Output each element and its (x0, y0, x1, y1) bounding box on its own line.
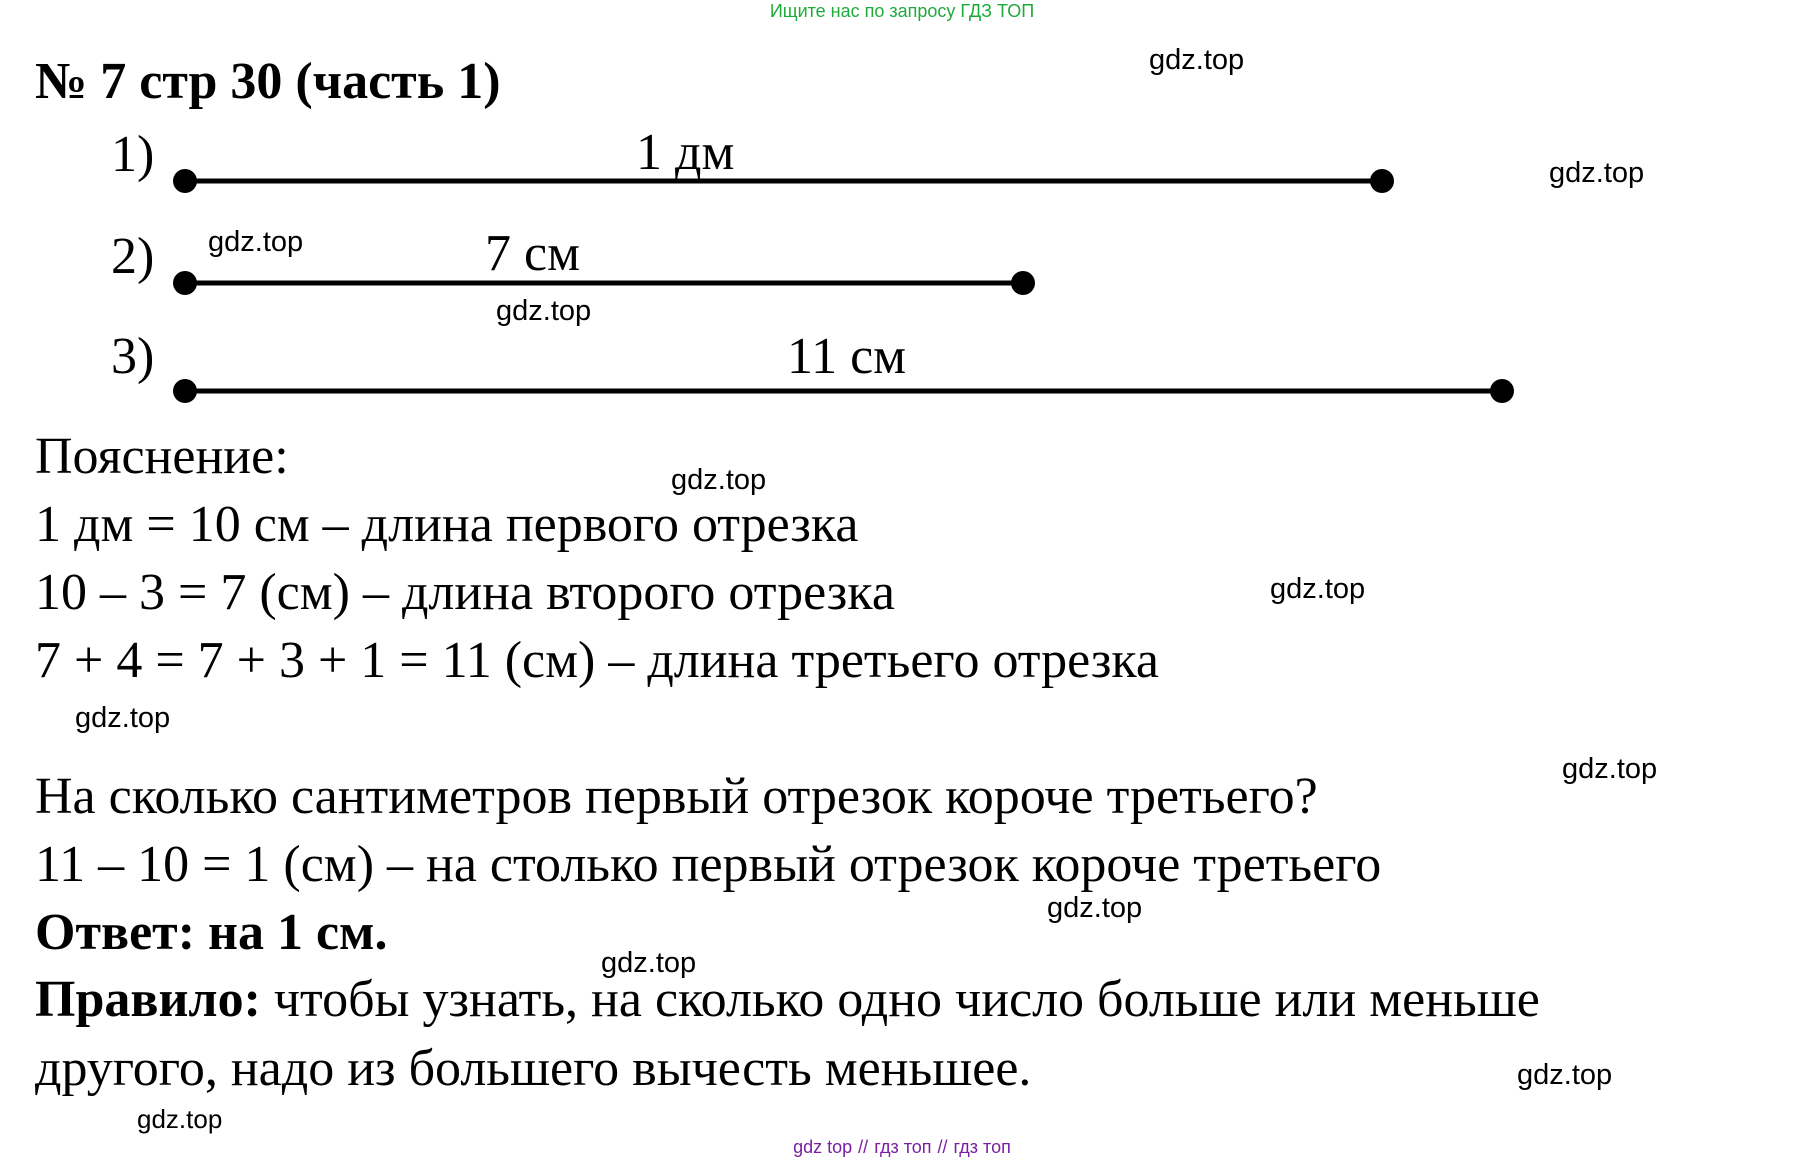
watermark: gdz.top (1149, 44, 1245, 76)
watermark: gdz.top (1047, 892, 1143, 924)
page-title: № 7 стр 30 (часть 1) (35, 53, 501, 110)
segment-3-number: 3) (111, 328, 155, 385)
rule-text-1: чтобы узнать, на сколько одно число больше или меньше (260, 971, 1540, 1028)
answer-text: Ответ: на 1 см. (35, 904, 388, 961)
explanation-line-2: 10 – 3 = 7 (см) – длина второго отрезка (35, 564, 895, 621)
explanation-heading: Пояснение: (35, 428, 289, 485)
footer (0, 1137, 1804, 1158)
segment-2-label: 7 см (485, 225, 580, 282)
explanation-line-3: 7 + 4 = 7 + 3 + 1 = 11 (см) – длина третьего отрезка (35, 632, 1159, 689)
question-text: На сколько сантиметров первый отрезок короче третьего? (35, 768, 1318, 825)
watermark: gdz.top (601, 947, 697, 979)
segment-1-end-point (1370, 169, 1394, 193)
segment-3-start-point (173, 379, 197, 403)
segment-1-start-point (173, 169, 197, 193)
watermark: gdz.top (671, 464, 767, 496)
footer-item-2: гдз топ (874, 1137, 932, 1157)
segment-2-start-point (173, 271, 197, 295)
watermark: gdz.top (1562, 753, 1658, 785)
footer-separator: // (858, 1137, 869, 1157)
watermark: gdz.top (208, 226, 304, 258)
rule-line-1 (35, 970, 1540, 1029)
segment-1-number: 1) (111, 126, 155, 183)
rule-line-2: другого, надо из большего вычесть меньшее. (35, 1040, 1032, 1097)
segment-1-label: 1 дм (636, 124, 735, 181)
footer-separator: // (937, 1137, 948, 1157)
segment-3-label: 11 см (787, 328, 907, 385)
footer-item-1: gdz top (793, 1137, 853, 1157)
top-banner: Ищите нас по запросу ГДЗ ТОП (769, 1, 1035, 21)
segment-3-end-point (1490, 379, 1514, 403)
segment-2-number: 2) (111, 228, 155, 285)
watermark: gdz.top (137, 1104, 223, 1134)
watermark: gdz.top (75, 702, 171, 734)
rule-label: Правило: (35, 971, 261, 1028)
watermark: gdz.top (1549, 157, 1645, 189)
segment-2-end-point (1011, 271, 1035, 295)
watermark: gdz.top (1517, 1059, 1613, 1091)
explanation-line-1: 1 дм = 10 см – длина первого отрезка (35, 496, 859, 553)
solution-text: 11 – 10 = 1 (см) – на столько первый отрезок короче третьего (35, 836, 1382, 893)
watermark: gdz.top (496, 295, 592, 327)
footer-item-3: гдз топ (953, 1137, 1011, 1157)
watermark: gdz.top (1270, 573, 1366, 605)
